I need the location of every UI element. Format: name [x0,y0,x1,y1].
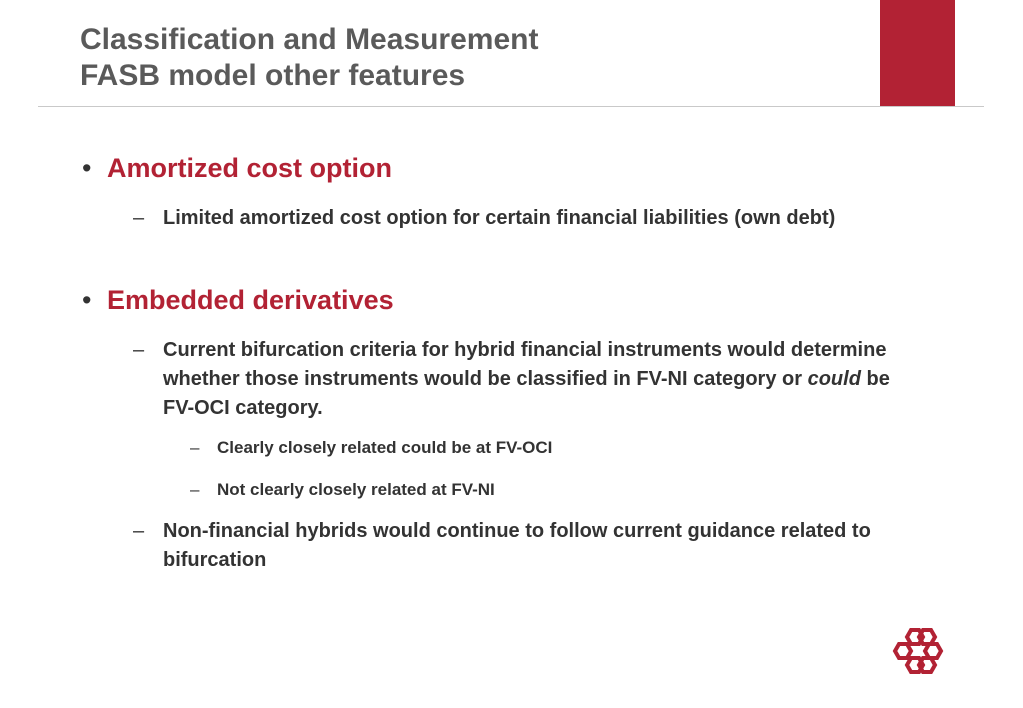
dash-marker: – [133,520,145,542]
sub-point-text-italic: could [807,368,861,390]
bullet-marker: • [82,285,92,315]
title-line-2: FASB model other features [80,59,466,92]
bullet-heading: Amortized cost option [107,153,392,183]
sub-point-text: Limited amortized cost option for certain financial liabilities (own debt) [163,207,836,229]
slide-title [80,22,538,94]
sub-sub-point-text: Clearly closely related could be at FV-OCI [217,438,553,457]
sub-point-text-part1: Current bifurcation criteria for hybrid financial instruments would determine whether those instruments would be classified in FV-NI category or [163,339,887,390]
sub-point-text [163,336,923,423]
title-line-1: Classification and Measurement [80,23,539,56]
dash-marker: – [190,480,200,499]
interlocking-hexagon-logo-icon [890,626,946,678]
dash-marker: – [133,339,145,361]
bullet-marker: • [82,153,92,183]
dash-marker: – [190,438,200,457]
sub-point-text-part2: be FV-OCI category. [163,368,890,419]
sub-sub-point-text: Not clearly closely related at FV-NI [217,480,495,499]
accent-bar [880,0,955,107]
sub-point-text: Non-financial hybrids would continue to follow current guidance related to bifurcation [163,520,871,571]
title-divider [38,106,984,107]
dash-marker: – [133,207,145,229]
bullet-heading: Embedded derivatives [107,285,394,315]
